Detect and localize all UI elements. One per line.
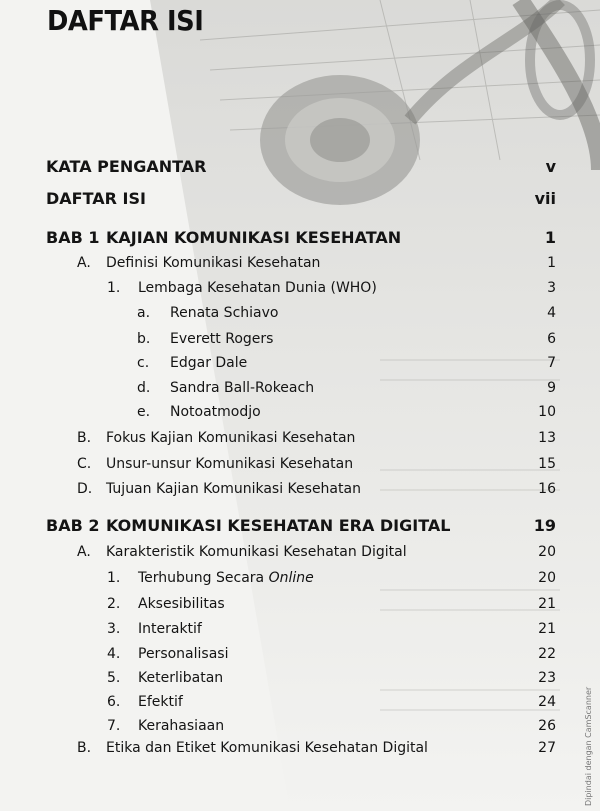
toc-marker: 2. — [107, 596, 121, 612]
toc-marker: a. — [137, 305, 151, 321]
scanner-watermark: Dipindai dengan CamScanner — [584, 686, 593, 806]
toc-entry[interactable] — [0, 570, 600, 594]
toc-entry[interactable] — [0, 646, 600, 670]
toc-label: Lembaga Kesehatan Dunia (WHO) — [138, 280, 377, 296]
toc-label: Fokus Kajian Komunikasi Kesehatan — [106, 430, 356, 446]
toc-marker: e. — [137, 404, 151, 420]
toc-entry[interactable] — [0, 355, 600, 379]
toc-entry[interactable] — [0, 740, 600, 764]
toc-label: Keterlibatan — [138, 670, 224, 686]
toc-page-number: 24 — [538, 694, 556, 710]
chapter-number: BAB 2 — [46, 516, 100, 535]
chapter-title: KAJIAN KOMUNIKASI KESEHATAN — [106, 228, 402, 247]
toc-page-number: 21 — [538, 621, 556, 637]
toc-marker: B. — [77, 740, 92, 756]
toc-label: Interaktif — [138, 621, 202, 637]
toc-label-italic: Online — [268, 570, 314, 586]
toc-page-number: 27 — [538, 740, 556, 756]
toc-label: Unsur-unsur Komunikasi Kesehatan — [106, 456, 354, 472]
toc-page-number: 13 — [538, 430, 556, 446]
toc-entry[interactable] — [0, 456, 600, 480]
page-title: DAFTAR ISI — [47, 4, 204, 37]
toc-marker: C. — [77, 456, 92, 472]
toc-label: Efektif — [138, 694, 183, 710]
toc-page-number: 4 — [547, 305, 556, 321]
toc-entry[interactable] — [0, 280, 600, 304]
toc-label — [138, 570, 314, 586]
toc-marker: c. — [137, 355, 150, 371]
toc-page-number: 19 — [533, 516, 556, 535]
toc-label: Tujuan Kajian Komunikasi Kesehatan — [106, 481, 361, 497]
toc-marker: b. — [137, 331, 151, 347]
toc-chapter-bab-1[interactable] — [0, 228, 600, 252]
toc-entry[interactable] — [0, 481, 600, 505]
toc-entry[interactable] — [0, 430, 600, 454]
toc-label: KATA PENGANTAR — [46, 157, 207, 176]
toc-marker: A. — [77, 255, 91, 271]
toc-entry[interactable] — [0, 331, 600, 355]
toc-page-number: v — [545, 157, 556, 176]
toc-marker: 4. — [107, 646, 121, 662]
chapter-number: BAB 1 — [46, 228, 100, 247]
toc-entry[interactable] — [0, 596, 600, 620]
toc-page-number: 20 — [538, 570, 556, 586]
toc-page-number: 3 — [547, 280, 556, 296]
toc-label: Sandra Ball-Rokeach — [170, 380, 315, 396]
toc-page-number: 16 — [538, 481, 556, 497]
chapter-title: KOMUNIKASI KESEHATAN ERA DIGITAL — [106, 516, 451, 535]
toc-label: Notoatmodjo — [170, 404, 261, 420]
toc-entry[interactable] — [0, 380, 600, 404]
toc-page-number: 22 — [538, 646, 556, 662]
toc-page-number: 23 — [538, 670, 556, 686]
toc-marker: B. — [77, 430, 92, 446]
toc-page-number: 15 — [538, 456, 556, 472]
toc-entry-kata-pengantar[interactable] — [0, 157, 600, 181]
toc-page-number: 1 — [547, 255, 556, 271]
toc-label: Personalisasi — [138, 646, 229, 662]
toc-entry[interactable] — [0, 404, 600, 428]
toc-marker: 3. — [107, 621, 121, 637]
toc-label: Everett Rogers — [170, 331, 274, 347]
toc-entry[interactable] — [0, 255, 600, 279]
toc-label: Edgar Dale — [170, 355, 248, 371]
toc-marker: d. — [137, 380, 151, 396]
toc-page-number: vii — [534, 189, 556, 208]
toc-entry[interactable] — [0, 718, 600, 742]
toc-label: Etika dan Etiket Komunikasi Kesehatan Digital — [106, 740, 428, 756]
toc-marker: 1. — [107, 280, 121, 296]
toc-page-number: 10 — [538, 404, 556, 420]
toc-label: Renata Schiavo — [170, 305, 279, 321]
toc-page-number: 1 — [544, 228, 556, 247]
toc-label: Kerahasiaan — [138, 718, 225, 734]
toc-marker: 5. — [107, 670, 121, 686]
toc-entry[interactable] — [0, 621, 600, 645]
toc-marker: D. — [77, 481, 93, 497]
toc-chapter-bab-2[interactable] — [0, 516, 600, 540]
toc-label: Karakteristik Komunikasi Kesehatan Digital — [106, 544, 407, 560]
toc-marker: A. — [77, 544, 91, 560]
toc-label: DAFTAR ISI — [46, 189, 146, 208]
toc-entry[interactable] — [0, 544, 600, 568]
toc-page-number: 21 — [538, 596, 556, 612]
toc-marker: 6. — [107, 694, 121, 710]
toc-entry[interactable] — [0, 694, 600, 718]
toc-label-text: Terhubung Secara — [138, 570, 269, 586]
toc-page-number: 9 — [547, 380, 556, 396]
toc-entry-daftar-isi[interactable] — [0, 189, 600, 213]
toc-page-number: 20 — [538, 544, 556, 560]
toc-page-number: 7 — [547, 355, 556, 371]
toc-label: Definisi Komunikasi Kesehatan — [106, 255, 321, 271]
toc-entry[interactable] — [0, 670, 600, 694]
toc-entry[interactable] — [0, 305, 600, 329]
toc-label: Aksesibilitas — [138, 596, 225, 612]
toc-marker: 1. — [107, 570, 121, 586]
toc-page-number: 26 — [538, 718, 556, 734]
toc-marker: 7. — [107, 718, 121, 734]
toc-page-number: 6 — [547, 331, 556, 347]
